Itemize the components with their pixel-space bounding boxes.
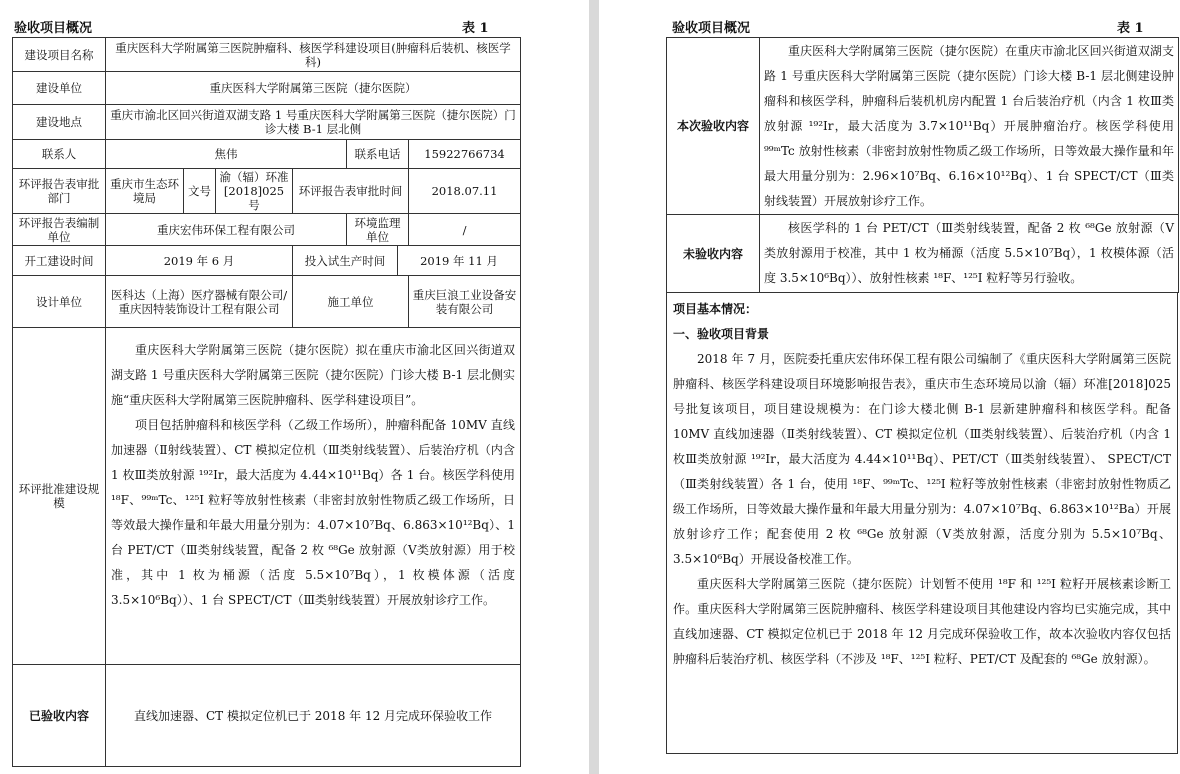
current-cell [760,38,1179,215]
basic-info-box [666,293,1178,754]
summary-table [12,37,521,767]
pending-cell [760,215,1179,293]
approval-time: 2018.07.11 [409,169,521,214]
monitor-label: 环境监理单位 [347,214,409,246]
start-label: 开工建设时间 [13,246,106,276]
contact: 焦伟 [106,140,347,169]
pending-label: 未验收内容 [667,215,760,293]
construct-label: 施工单位 [293,276,409,328]
unit: 重庆医科大学附属第三医院（捷尔医院） [106,72,521,105]
approval-dept-label: 环评报告表审批部门 [13,169,106,214]
report-unit-label: 环评报告表编制单位 [13,214,106,246]
phone-label: 联系电话 [347,140,409,169]
scale-cell [106,328,521,665]
page-gutter [589,0,599,774]
current-label: 本次验收内容 [667,38,760,215]
construct: 重庆巨浪工业设备安装有限公司 [409,276,521,328]
phone: 15922766734 [409,140,521,169]
report-unit: 重庆宏伟环保工程有限公司 [106,214,347,246]
page-title: 验收项目概况 [14,21,93,36]
scale-paragraph-1: 重庆医科大学附属第三医院（捷尔医院）拟在重庆市渝北区回兴街道双湖支路 1 号重庆医科大学附属第三医院（捷尔医院）门诊大楼 B-1 层北侧实施“重庆医科大学附属第三医院肿瘤科、医学科建设项目”。 [111,343,516,407]
background-heading: 一、验收项目背景 [673,327,770,341]
doc-no: 渝（辐）环准[2018]025 号 [216,169,293,214]
unit-label: 建设单位 [13,72,106,105]
trial-label: 投入试生产时间 [293,246,398,276]
scale-paragraph-2: 项目包括肿瘤科和核医学科（乙级工作场所），肿瘤科配备 10MV 直线加速器（Ⅱ射线装置）、CT 模拟定位机（Ⅲ类射线装置）、后装治疗机（内含 1 枚Ⅲ类放射源 ¹⁹²Ir，最大活度为 4.44×10¹¹Bq）各 1 台。核医学科使用 ¹⁸F、⁹⁹ᵐTc、¹²⁵I 粒籽等放射性核素（非密封放射性物质乙级工作场所，日等效最大操作量和年最大用量分别为：4.07×10⁷Bq、6.863×10¹²Bq）、1 台 PET/CT（Ⅲ类射线装置，配备 2 枚 ⁶⁸Ge 放射源（Ⅴ类放射源）用于校准，其中 1 枚为桶源（活度 5.5×10⁷Bq），1 枚模体源（活度 3.5×10⁶Bq））、1 台 SPECT/CT（Ⅲ类射线装置）开展放射诊疗工作。 [111,418,516,607]
page-left [0,0,589,774]
trial: 2019 年 11 月 [398,246,521,276]
table-number: 表 1 [462,21,489,36]
done: 直线加速器、CT 模拟定位机已于 2018 年 12 月完成环保验收工作 [106,665,521,767]
site: 重庆市渝北区回兴街道双湖支路 1 号重庆医科大学附属第三医院（捷尔医院）门诊大楼 B-1 层北侧 [106,105,521,140]
project-name-label: 建设项目名称 [13,38,106,72]
current-content: 重庆医科大学附属第三医院（捷尔医院）在重庆市渝北区回兴街道双湖支路 1 号重庆医科大学附属第三医院（捷尔医院）门诊大楼 B-1 层北侧建设肿瘤科和核医学科，肿瘤科后装机机房内配置 1 台后装治疗机（内含 1 枚Ⅲ类放射源 ¹⁹²Ir，最大活度为 3.7×10¹¹Bq）开展肿瘤治疗。核医学科使用 ⁹⁹ᵐTc 放射性核素（非密封放射性物质乙级工作场所，日等效最大操作量和年最大用量分别为：2.96×10⁷Bq、6.16×10¹²Bq）、1 台 SPECT/CT（Ⅲ类射线装置）开展放射诊疗工作。 [764,43,1174,208]
done-label: 已验收内容 [13,665,106,767]
approval-dept: 重庆市生态环境局 [106,169,184,214]
monitor: / [409,214,521,246]
background-paragraph-1: 2018 年 7 月，医院委托重庆宏伟环保工程有限公司编制了《重庆医科大学附属第三医院肿瘤科、核医学科建设项目环境影响报告表》，重庆市生态环境局以渝（辐）环准[2018]025 号批复该项目，项目建设规模为：在门诊大楼北侧 B-1 层新建肿瘤科和核医学科。配备 10MV 直线加速器（Ⅱ类射线装置）、CT 模拟定位机（Ⅲ类射线装置）、后装治疗机（内含 1 枚Ⅲ类放射源 ¹⁹²Ir，最大活度为 4.44×10¹¹Bq）、PET/CT（Ⅲ类射线装置）、 SPECT/CT（Ⅲ类射线装置）各 1 台，使用 ¹⁸F、⁹⁹ᵐTc、¹²⁵I 粒籽等放射性核素（非密封放射性物质乙级工作场所，日等效最大操作量和年最大用量分别为：4.07×10⁷Bq、6.863×10¹²Ba）开展放射诊疗工作；配套使用 2 枚 ⁶⁸Ge 放射源（Ⅴ类放射源，活度分别为 5.5×10⁷Bq、3.5×10⁶Bq）开展设备校准工作。 [673,352,1171,566]
acceptance-table [666,37,1179,293]
doc-no-label: 文号 [184,169,216,214]
site-label: 建设地点 [13,105,106,140]
scale-label: 环评批准建设规模 [13,328,106,665]
project-name: 重庆医科大学附属第三医院肿瘤科、核医学科建设项目(肿瘤科后装机、核医学科) [106,38,521,72]
contact-label: 联系人 [13,140,106,169]
approval-time-label: 环评报告表审批时间 [293,169,409,214]
background-paragraph-2: 重庆医科大学附属第三医院（捷尔医院）计划暂不使用 ¹⁸F 和 ¹²⁵I 粒籽开展核素诊断工作。重庆医科大学附属第三医院肿瘤科、核医学科建设项目其他建设内容均已实施完成，其中直线加速器、CT 模拟定位机已于 2018 年 12 月完成环保验收工作，故本次验收内容仅包括肿瘤科后装治疗机、核医学科（不涉及 ¹⁸F、¹²⁵I 粒籽、PET/CT 及配套的 ⁶⁸Ge 放射源）。 [673,577,1171,666]
page-title-2: 验收项目概况 [672,21,751,36]
design-label: 设计单位 [13,276,106,328]
table-number-2: 表 1 [1117,21,1144,36]
basic-heading: 项目基本情况： [673,302,758,316]
start: 2019 年 6 月 [106,246,293,276]
pending-content: 核医学科的 1 台 PET/CT（Ⅲ类射线装置，配备 2 枚 ⁶⁸Ge 放射源（Ⅴ类放射源用于校准，其中 1 枚为桶源（活度 5.5×10⁷Bq），1 枚模体源（活度 3.5×10⁶Bq））、放射性核素 ¹⁸F、¹²⁵I 粒籽等另行验收。 [764,221,1174,285]
design: 医科达（上海）医疗器械有限公司/重庆因特装饰设计工程有限公司 [106,276,293,328]
page-right [599,0,1180,774]
